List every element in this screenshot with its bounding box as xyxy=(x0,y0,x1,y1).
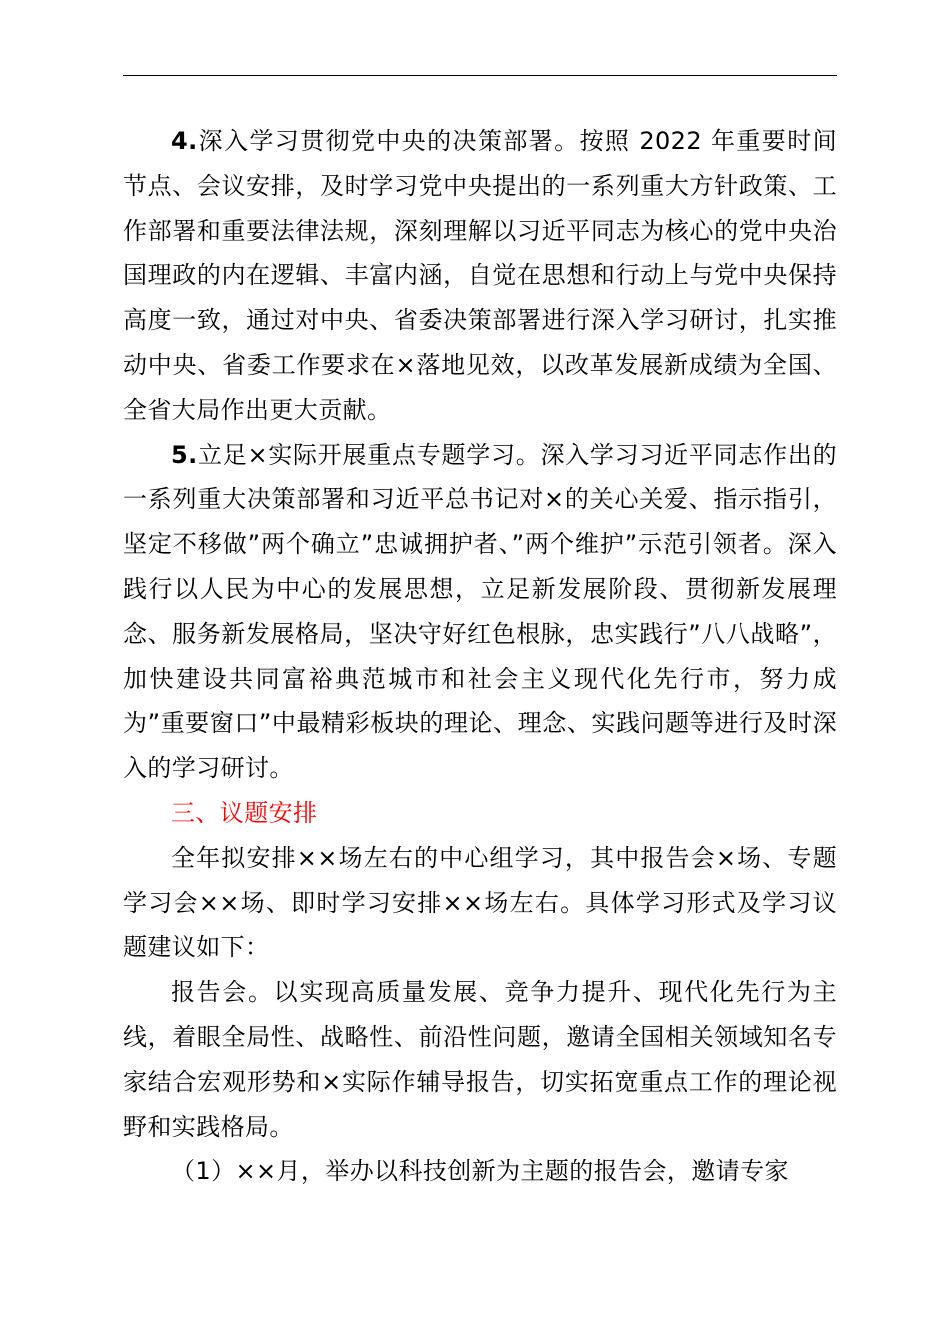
paragraph-item-4 xyxy=(123,119,837,433)
header-rule xyxy=(123,75,837,76)
paragraph-text: 立足×实际开展重点专题学习。深入学习习近平同志作出的一系列重大决策部署和习近平总书记对×的关心关爱、指示指引，坚定不移做”两个确立”忠诚拥护者、”两个维护”示范引领者。深入践行以人民为中心的发展思想，立足新发展阶段、贯彻新发展理念、服务新发展格局，坚决守好红色根脉，忠实践行”八八战略”，加快建设共同富裕典范城市和社会主义现代化先行市，努力成为”重要窗口”中最精彩板块的理论、理念、实践问题等进行及时深入的学习研讨。 xyxy=(123,440,837,783)
paragraph-item-5 xyxy=(123,433,837,791)
paragraph-schedule-intro: 全年拟安排××场左右的中心组学习，其中报告会×场、专题学习会××场、即时学习安排××场左右。具体学习形式及学习议题建议如下： xyxy=(123,843,837,962)
paragraph-item-1: （1）××月，举办以科技创新为主题的报告会，邀请专家 xyxy=(171,1157,789,1186)
paragraph-report-meeting: 报告会。以实现高质量发展、竞争力提升、现代化先行为主线，着眼全局性、战略性、前沿性问题，邀请全国相关领域知名专家结合宏观形势和×实际作辅导报告，切实拓宽重点工作的理论视野和实践格局。 xyxy=(123,978,837,1141)
item-number: 4. xyxy=(171,127,198,155)
item-number: 5. xyxy=(171,440,198,469)
document-body xyxy=(123,119,837,1194)
section-heading: 三、议题安排 xyxy=(171,798,318,827)
paragraph-text: 深入学习贯彻党中央的决策部署。按照 2022 年重要时间节点、会议安排，及时学习党中央提出的一系列重大方针政策、工作部署和重要法律法规，深刻理解以习近平同志为核心的党中央治国理政的内在逻辑、丰富内涵，自觉在思想和行动上与党中央保持高度一致，通过对中央、省委决策部署进行深入学习研讨，扎实推动中央、省委工作要求在×落地见效，以改革发展新成绩为全国、全省大局作出更大贡献。 xyxy=(123,127,837,424)
